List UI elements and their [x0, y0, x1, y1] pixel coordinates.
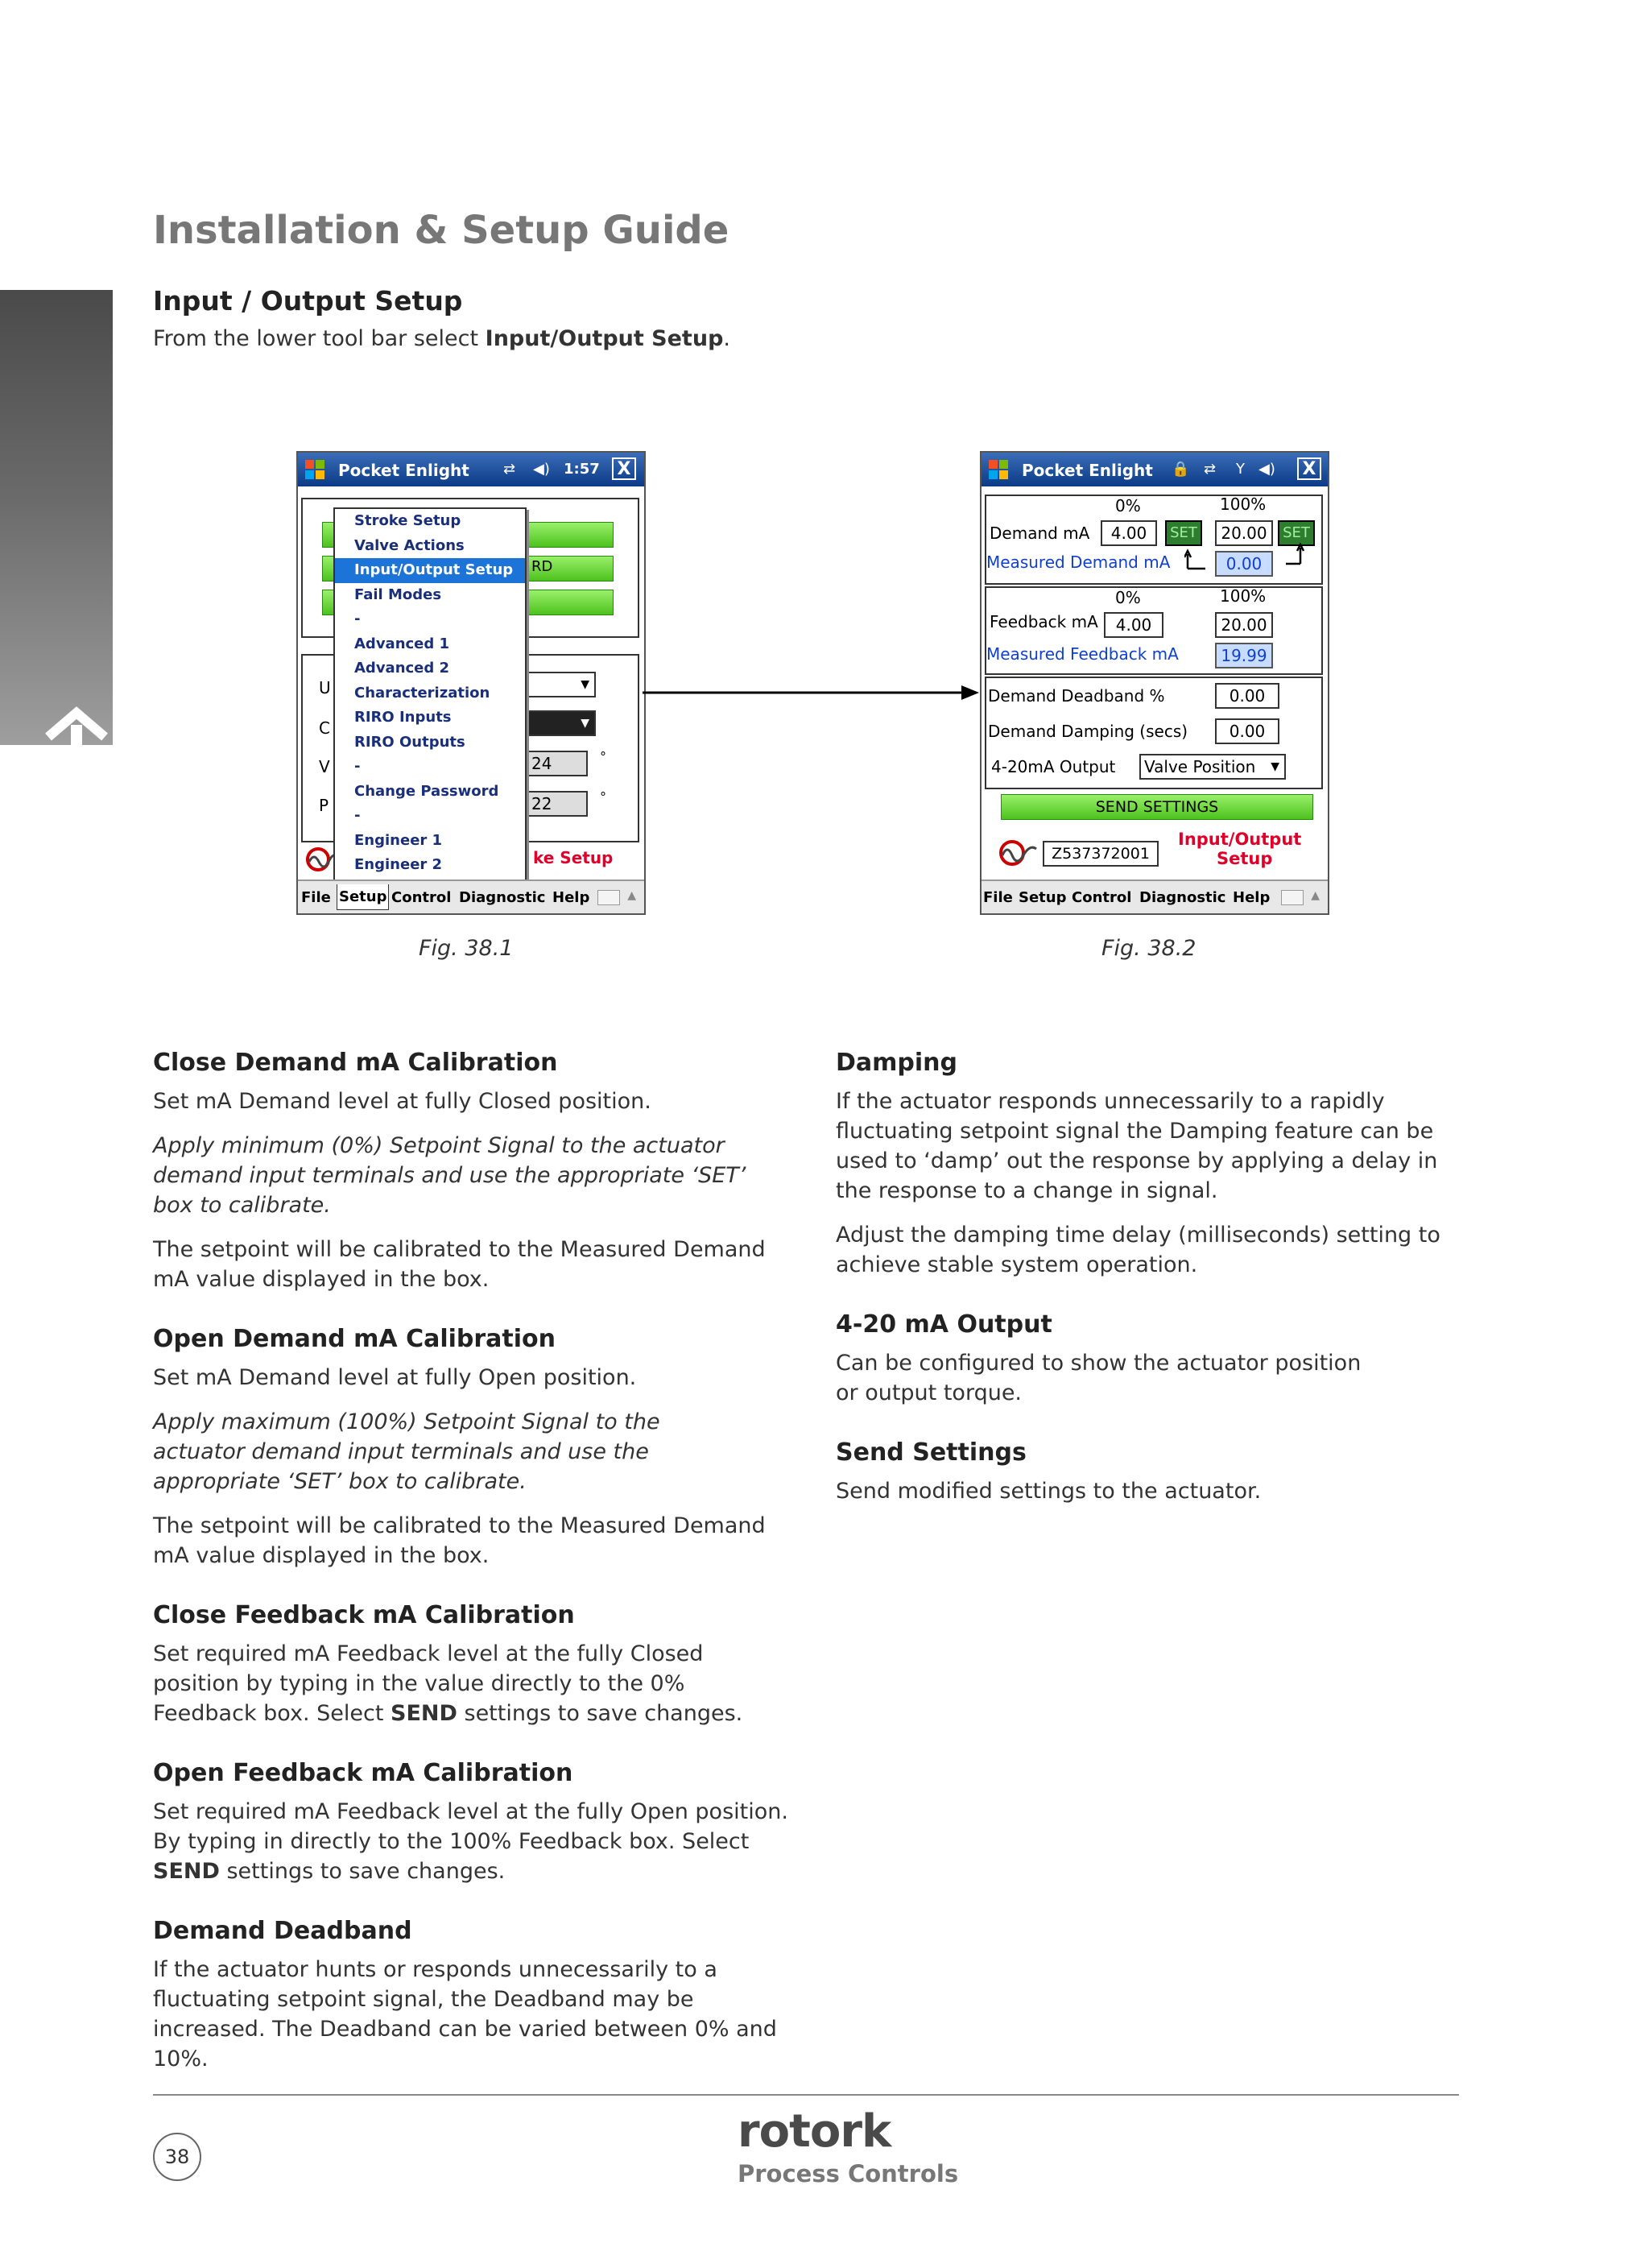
paragraph: Can be configured to show the actuator position or output torque. [836, 1351, 1362, 1405]
demand-low-set-button[interactable]: SET [1165, 520, 1202, 546]
paragraph-italic: Apply maximum (100%) Setpoint Signal to the actuator demand input terminals and use the appropriate ‘SET’ box to calibrate. [153, 1409, 660, 1494]
section-open-demand [153, 1325, 789, 1571]
fig1-bg-fragment-v: V [319, 757, 330, 776]
section-heading: Open Demand mA Calibration [153, 1325, 556, 1353]
keyboard-arrow-icon[interactable]: ▲ [627, 889, 636, 902]
section-side-tab [0, 290, 113, 745]
fig2-pda-screen [980, 451, 1329, 915]
measured-feedback-value: 19.99 [1215, 643, 1273, 668]
section-heading: Send Settings [836, 1438, 1027, 1467]
measured-demand-value: 0.00 [1215, 551, 1273, 577]
menu-file[interactable]: File [301, 889, 331, 906]
paragraph: Send modified settings to the actuator. [836, 1479, 1262, 1504]
section-close-demand [153, 1049, 789, 1294]
fig1-app-title: Pocket Enlight [338, 461, 469, 480]
demand-panel [985, 495, 1323, 585]
paragraph: If the actuator hunts or responds unnecessarily to a fluctuating setpoint signal, the Deadband may be increased. The Deadband can be varied between 0% and 10%. [153, 1957, 777, 2071]
fig1-bg-degree-1: ° [600, 749, 606, 764]
fig1-bg-value-1[interactable]: 24 [523, 751, 588, 776]
footer-rule [153, 2094, 1459, 2096]
demand-100pct-label: 100% [1220, 495, 1267, 514]
setup-menu-item[interactable]: Engineer 2 [354, 856, 443, 873]
section-open-feedback [153, 1759, 789, 1886]
damping-field[interactable]: 0.00 [1215, 718, 1279, 744]
send-settings-button[interactable] [1001, 794, 1313, 820]
lock-icon[interactable]: 🔒 [1172, 461, 1190, 478]
connectivity-icon[interactable]: ⇄ [503, 461, 516, 478]
setup-menu-item[interactable]: Input/Output Setup [335, 558, 525, 583]
menu-help[interactable]: Help [1233, 889, 1271, 906]
setup-menu-item[interactable]: Fail Modes [354, 586, 442, 603]
paragraph: Set required mA Feedback level at the fully Open position. By typing in directly to the 100% Feedback box. Select SEND settings to save changes. [153, 1799, 788, 1884]
connector-arrow [643, 681, 981, 705]
section-heading: 4-20 mA Output [836, 1310, 1052, 1339]
setup-menu-item[interactable]: Advanced 2 [354, 660, 450, 677]
paragraph: Set required mA Feedback level at the fully Closed position by typing in the value directly to the 0% Feedback box. Select SEND settings to save changes. [153, 1641, 743, 1726]
paragraph: The setpoint will be calibrated to the Measured Demand mA value displayed in the box. [153, 1513, 766, 1568]
fig1-bg-fragment-c: C [319, 718, 330, 738]
rotork-wave-icon [996, 838, 1038, 868]
paragraph: Adjust the damping time delay (milliseconds) setting to achieve stable system operation. [836, 1223, 1440, 1277]
section-heading: Open Feedback mA Calibration [153, 1759, 573, 1787]
rotork-wave-icon [304, 846, 337, 873]
output-select-value: Valve Position [1144, 757, 1256, 776]
measured-feedback-label: Measured Feedback mA [986, 644, 1179, 664]
fig1-bg-fragment-stroke-setup: ke Setup [533, 848, 614, 867]
setup-menu-item[interactable]: RIRO Inputs [354, 709, 452, 726]
keyboard-arrow-icon[interactable]: ▲ [1311, 889, 1320, 902]
intro-text: From the lower tool bar select Input/Output Setup. [153, 326, 730, 351]
section-close-feedback [153, 1601, 789, 1728]
fig1-pda-screen [296, 451, 646, 915]
screen-name-line2: Setup [1217, 849, 1273, 868]
section-damping [836, 1049, 1472, 1280]
fig1-bg-degree-2: ° [600, 789, 606, 805]
right-column [836, 1049, 1472, 1537]
setup-menu-item[interactable]: Advanced 1 [354, 635, 450, 652]
fig1-bg-fragment-p: P [319, 796, 329, 815]
fig2-caption: Fig. 38.2 [1101, 936, 1196, 961]
setup-menu-item[interactable]: Characterization [354, 684, 490, 702]
section-heading: Demand Deadband [153, 1917, 412, 1945]
brand-subtitle: Process Controls [738, 2160, 959, 2187]
deadband-label: Demand Deadband % [988, 686, 1165, 706]
demand-high-set-button[interactable]: SET [1278, 520, 1315, 546]
menu-help[interactable]: Help [552, 889, 590, 906]
paragraph: Set mA Demand level at fully Open position. [153, 1365, 637, 1390]
volume-icon[interactable]: ◀) [533, 461, 550, 478]
setup-menu-item[interactable]: - [354, 758, 361, 775]
feedback-high-field[interactable]: 20.00 [1215, 612, 1273, 638]
demand-high-field[interactable]: 20.00 [1215, 520, 1273, 546]
section-title: Input / Output Setup [153, 285, 463, 317]
damping-label: Demand Damping (secs) [988, 722, 1188, 741]
setup-menu [333, 507, 527, 883]
left-column [153, 1049, 789, 2105]
fig1-bg-value-2[interactable]: 22 [523, 791, 588, 817]
screen-name-line1: Input/Output [1178, 830, 1302, 849]
measured-demand-label: Measured Demand mA [986, 553, 1171, 572]
demand-label: Demand mA [990, 524, 1090, 543]
deadband-field[interactable]: 0.00 [1215, 683, 1279, 709]
menu-diagnostic[interactable]: Diagnostic [1139, 889, 1226, 906]
close-button[interactable]: X [612, 457, 636, 480]
chevron-down-icon: ▼ [1271, 760, 1279, 773]
feedback-low-field[interactable]: 4.00 [1104, 612, 1163, 638]
paragraph: Set mA Demand level at fully Closed position. [153, 1089, 651, 1114]
up-arrow-icon [40, 701, 113, 749]
fig1-bg-fragment-rd: RD [531, 558, 553, 575]
serial-number: Z537372001 [1043, 841, 1159, 867]
windows-logo-icon[interactable] [988, 459, 1009, 480]
output-select[interactable] [1139, 754, 1286, 780]
close-button[interactable]: X [1297, 457, 1321, 480]
keyboard-icon[interactable] [1281, 890, 1304, 905]
brand-logo: rotork [738, 2105, 891, 2158]
fig2-app-title: Pocket Enlight [1022, 461, 1153, 480]
signal-icon[interactable]: Y [1236, 461, 1245, 478]
setup-menu-item[interactable]: Change Password [354, 782, 499, 800]
menu-control[interactable]: Control [391, 889, 452, 906]
paragraph: The setpoint will be calibrated to the Measured Demand mA value displayed in the box. [153, 1237, 766, 1292]
demand-0pct-label: 0% [1115, 496, 1141, 515]
settings-panel [985, 677, 1323, 789]
section-output [836, 1310, 1472, 1408]
fig2-menubar [982, 879, 1328, 913]
menu-setup[interactable]: Setup [1019, 889, 1067, 906]
fig1-bg-dropdown-2[interactable]: ▼ [523, 710, 596, 736]
sync-icon[interactable]: ⇄ [1204, 461, 1217, 478]
section-deadband [153, 1917, 789, 2074]
section-heading: Damping [836, 1049, 957, 1077]
volume-icon[interactable]: ◀) [1258, 461, 1275, 478]
setup-menu-item[interactable]: RIRO Outputs [354, 733, 465, 751]
demand-low-field[interactable]: 4.00 [1101, 520, 1157, 546]
setup-menu-item[interactable]: Valve Actions [354, 536, 465, 554]
feedback-label: Feedback mA [990, 612, 1098, 631]
page-number: 38 [164, 2146, 190, 2168]
corner-arrow-icon [1184, 548, 1207, 572]
windows-logo-icon[interactable] [304, 459, 325, 480]
section-heading: Close Demand mA Calibration [153, 1049, 558, 1077]
fig1-caption: Fig. 38.1 [419, 936, 514, 961]
send-settings-label: SEND SETTINGS [1095, 798, 1219, 816]
output-label: 4-20mA Output [991, 757, 1116, 776]
feedback-0pct-label: 0% [1115, 588, 1141, 607]
paragraph: If the actuator responds unnecessarily to a rapidly fluctuating setpoint signal the Damping feature can be used to ‘damp’ out the response by applying a delay in the response to a change in signal. [836, 1089, 1438, 1203]
menu-file[interactable]: File [983, 889, 1013, 906]
feedback-panel [985, 586, 1323, 675]
menu-control[interactable]: Control [1072, 889, 1132, 906]
fig1-bg-fragment-u: U [319, 678, 331, 697]
setup-menu-item[interactable]: Stroke Setup [354, 512, 461, 529]
fig1-bg-dropdown-1[interactable]: ▼ [523, 672, 596, 697]
menu-setup[interactable]: Setup [337, 884, 389, 910]
menu-diagnostic[interactable]: Diagnostic [459, 889, 546, 906]
keyboard-icon[interactable] [597, 890, 620, 905]
setup-menu-item[interactable]: Engineer 1 [354, 831, 443, 849]
setup-menu-item[interactable]: - [354, 807, 361, 824]
fig1-titlebar [298, 453, 644, 486]
section-heading: Close Feedback mA Calibration [153, 1601, 575, 1629]
section-send-settings [836, 1438, 1472, 1506]
feedback-100pct-label: 100% [1220, 586, 1267, 606]
corner-arrow-icon [1284, 543, 1308, 569]
setup-menu-item[interactable]: - [354, 610, 361, 627]
doc-title: Installation & Setup Guide [153, 208, 729, 253]
fig2-titlebar [982, 453, 1328, 486]
fig1-menubar [298, 879, 644, 913]
clock[interactable]: 1:57 [564, 461, 600, 478]
paragraph-italic: Apply minimum (0%) Setpoint Signal to the actuator demand input terminals and use the appropriate ‘SET’ box to calibrate. [153, 1133, 746, 1218]
